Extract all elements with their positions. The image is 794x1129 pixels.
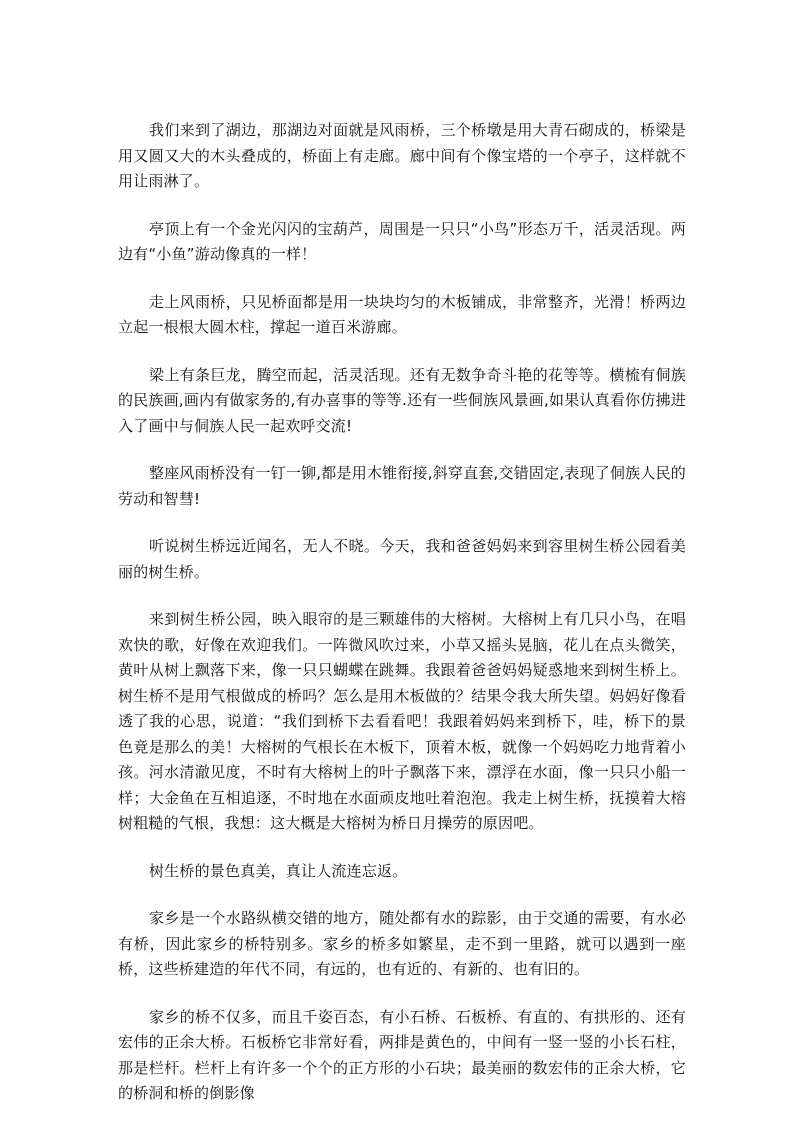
paragraph-6: 听说树生桥远近闻名，无人不晓。今天，我和爸爸妈妈来到容里树生桥公园看美丽的树生桥。 xyxy=(118,537,686,581)
paragraph-5: 整座风雨桥没有一钉一铆,都是用木锥衔接,斜穿直套,交错固定,表现了侗族人民的劳动和智彗! xyxy=(118,464,686,508)
paragraph-1: 我们来到了湖边，那湖边对面就是风雨桥，三个桥墩是用大青石砌成的，桥梁是用又圆又大的木头叠成的，桥面上有走廊。廊中间有个像宝塔的一个亭子，这样就不用让雨淋了。 xyxy=(118,121,686,190)
paragraph-8: 树生桥的景色真美，真让人流连忘返。 xyxy=(149,861,408,880)
paragraph-4: 梁上有条巨龙，腾空而起，活灵活现。还有无数争奇斗艳的花等等。横梳有侗族的民族画,画内有做家务的,有办喜事的等等.还有一些侗族风景画,如果认真看你仿拂进入了画中与侗族人民一起欢呼交流! xyxy=(118,365,686,435)
paragraph-9: 家乡是一个水路纵横交错的地方，随处都有水的踪影，由于交通的需要，有水必有桥，因此家乡的桥特别多。家乡的桥多如繁星，走不到一里路，就可以遇到一座桥，这些桥建造的年代不同，有远的，也有近的、有新的、也有旧的。 xyxy=(118,909,686,978)
paragraph-7: 来到树生桥公园，映入眼帘的是三颗雄伟的大榕树。大榕树上有几只小鸟，在唱欢快的歌，好像在欢迎我们。一阵微风吹过来，小草又摇头晃脑，花儿在点头微笑，黄叶从树上飘落下来，像一只只蝴蝶在跳舞。我跟着爸爸妈妈疑惑地来到树生桥上。树生桥不是用气根做成的桥吗？怎么是用木板做的？结果令我大所失望。妈妈好像看透了我的心思，说道：“我们到桥下去看看吧！我跟着妈妈来到桥下，哇，桥下的景色竟是那么的美！大榕树的气根长在木板下，顶着木板，就像一个妈妈吃力地背着小孩。河水清澈见度，不时有大榕树上的叶子飘落下来，漂浮在水面，像一只只小船一样；大金鱼在互相追逐，不时地在水面顽皮地吐着泡泡。我走上树生桥，抚摸着大榕树粗糙的气根，我想：这大概是大榕树为桥日月操劳的原因吧。 xyxy=(118,610,686,832)
document-page xyxy=(118,118,686,1129)
paragraph-10: 家乡的桥不仅多，而且千姿百态，有小石桥、石板桥、有直的、有拱形的、还有宏伟的正余大桥。石板桥它非常好看，两排是黄色的，中间有一竖一竖的小长石柱，那是栏杆。栏杆上有许多一个个的正方形的小石块；最美丽的数宏伟的正余大桥，它的桥洞和桥的倒影像 xyxy=(118,1007,686,1102)
paragraph-3: 走上风雨桥，只见桥面都是用一块块均匀的木板铺成，非常整齐，光滑！桥两边立起一根根大圆木柱，撑起一道百米游廊。 xyxy=(118,292,686,336)
paragraph-2: 亭顶上有一个金光闪闪的宝葫芦，周围是一只只“小鸟”形态万千，活灵活现。两边有“小鱼”游动像真的一样！ xyxy=(118,219,686,263)
